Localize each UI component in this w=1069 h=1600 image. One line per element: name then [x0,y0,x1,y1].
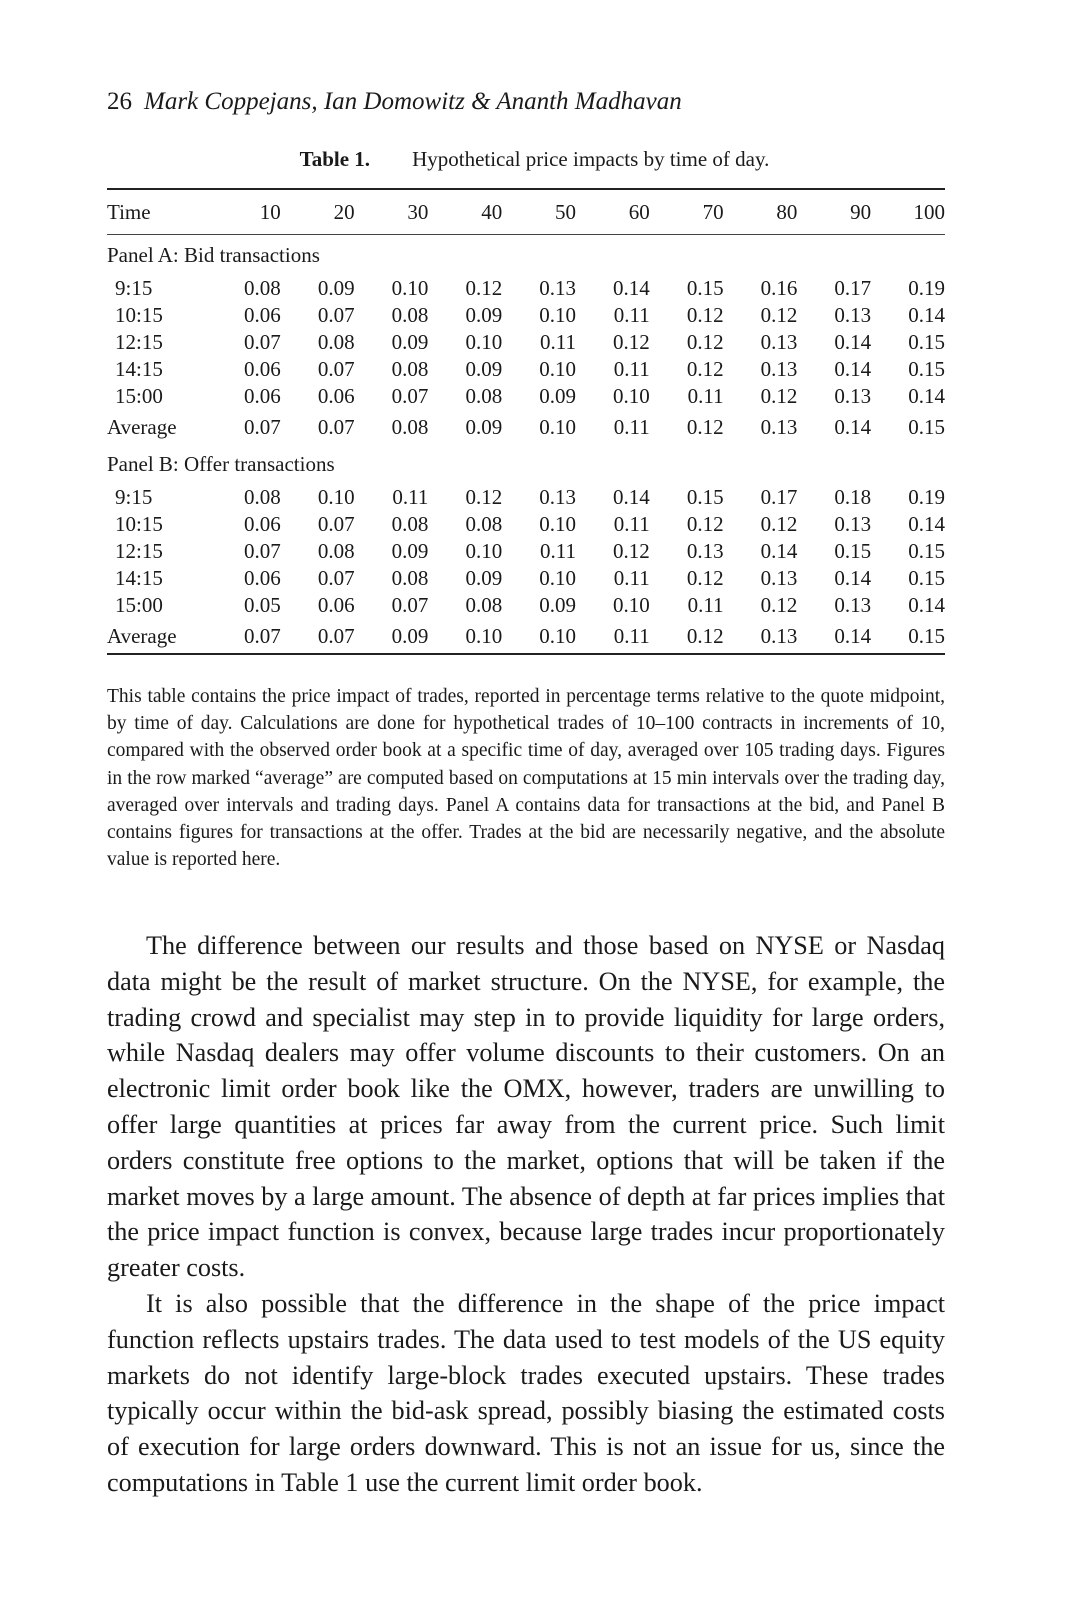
table-cell: 0.10 [613,384,650,408]
table-cell: 0.10 [317,485,355,509]
panel-title: Panel B: Offer transactions [107,452,335,476]
table-cell: 0.08 [317,539,355,563]
paragraph: It is also possible that the difference in the shape of the price impact function reflects upstairs trades. The data used to test models of the US equity markets do not identify large-block trades executed upstairs. These trades typically occur within the bid-ask spread, possibly biasing the estimated costs of execution for large orders downward. This is not an issue for us, since the computations in Table 1 use the current limit order book. [107,1288,945,1497]
table-cell: 0.12 [613,539,650,563]
table-cell: 0.12 [686,357,724,381]
table-cell: 0.13 [539,485,576,509]
table-cell: 0.06 [317,384,355,408]
row-time: 10:15 [115,512,163,536]
column-header: 10 [259,200,281,224]
column-header: 20 [333,200,355,224]
row-time: 9:15 [115,485,153,509]
average-cell: 0.09 [391,624,429,648]
average-cell: 0.14 [834,624,872,648]
table-title: Hypothetical price impacts by time of day. [412,147,770,171]
table-cell: 0.12 [760,384,798,408]
table-cell: 0.10 [539,566,576,590]
table-cell: 0.13 [834,303,872,327]
table-cell: 0.17 [760,485,798,509]
table-cell: 0.10 [539,303,576,327]
average-cell: 0.13 [760,624,798,648]
column-header: 100 [913,200,945,224]
table-cell: 0.12 [760,593,798,617]
panel-title-row [107,444,945,484]
average-cell: 0.07 [244,415,281,439]
table-cell: 0.07 [317,303,355,327]
row-time: 12:15 [115,539,163,563]
average-cell: 0.11 [613,415,650,439]
table-cell: 0.11 [392,485,429,509]
row-time: 10:15 [115,303,163,327]
average-cell: 0.15 [908,415,945,439]
table-cell: 0.08 [465,384,503,408]
table-cell: 0.08 [317,330,355,354]
table-cell: 0.12 [686,303,724,327]
average-row [107,410,945,444]
table-cell: 0.05 [244,593,281,617]
table-cell: 0.10 [613,593,650,617]
price-impact-table [107,188,945,655]
table-cell: 0.13 [834,593,872,617]
table-cell: 0.09 [465,566,503,590]
average-cell: 0.09 [465,415,503,439]
table-cell: 0.07 [244,330,281,354]
table-body [107,235,945,653]
table-cell: 0.10 [465,330,503,354]
table-cell: 0.12 [686,330,724,354]
table-cell: 0.18 [834,485,872,509]
average-cell: 0.10 [539,624,576,648]
table-row [107,511,945,538]
table-cell: 0.07 [244,539,281,563]
table-cell: 0.07 [317,566,355,590]
panel-title: Panel A: Bid transactions [107,243,320,267]
table-cell: 0.11 [613,303,650,327]
table-cell: 0.12 [686,512,724,536]
table-cell: 0.09 [465,303,503,327]
row-time: 15:00 [115,593,163,617]
average-cell: 0.08 [391,415,429,439]
average-label: Average [107,624,177,648]
row-time: 15:00 [115,384,163,408]
running-head [107,86,682,118]
table-cell: 0.19 [908,276,945,300]
table-cell: 0.14 [834,566,872,590]
table-row [107,484,945,511]
table-cell: 0.06 [244,384,281,408]
table-cell: 0.08 [244,276,281,300]
table-cell: 0.12 [465,485,503,509]
table-cell: 0.06 [244,303,281,327]
table-cell: 0.12 [613,330,650,354]
table-cell: 0.09 [391,330,429,354]
column-header: 90 [850,200,872,224]
table-cell: 0.11 [540,330,576,354]
table-cell: 0.12 [686,566,724,590]
table-row [107,538,945,565]
table-cell: 0.06 [244,357,281,381]
average-cell: 0.07 [317,624,355,648]
data-table [107,190,945,234]
table-row [107,592,945,619]
average-cell: 0.07 [244,624,281,648]
table-row [107,383,945,410]
table-cell: 0.15 [686,485,724,509]
table-cell: 0.08 [391,357,429,381]
table-cell: 0.13 [760,330,798,354]
table-bottom-rule [107,653,945,655]
table-cell: 0.11 [540,539,576,563]
table-cell: 0.07 [391,593,429,617]
table-cell: 0.06 [244,566,281,590]
table-caption [0,145,1069,173]
table-cell: 0.14 [908,512,945,536]
table-cell: 0.12 [760,303,798,327]
column-header-time: Time [107,200,151,224]
table-cell: 0.07 [391,384,429,408]
average-cell: 0.12 [686,624,724,648]
table-cell: 0.13 [760,566,798,590]
row-time: 12:15 [115,330,163,354]
table-row [107,329,945,356]
average-cell: 0.11 [613,624,650,648]
column-header: 60 [628,200,650,224]
average-cell: 0.15 [908,624,945,648]
table-cell: 0.13 [686,539,724,563]
table-row [107,356,945,383]
average-cell: 0.14 [834,415,872,439]
average-row [107,619,945,653]
table-cell: 0.15 [908,539,945,563]
table-cell: 0.07 [317,357,355,381]
table-cell: 0.14 [908,593,945,617]
table-cell: 0.14 [613,276,650,300]
table-cell: 0.07 [317,512,355,536]
table-cell: 0.09 [391,539,429,563]
table-cell: 0.08 [391,512,429,536]
table-label: Table 1. [299,147,371,171]
row-time: 9:15 [115,276,153,300]
table-cell: 0.12 [760,512,798,536]
table-cell: 0.11 [613,512,650,536]
table-header-row [107,190,945,234]
table-row [107,565,945,592]
column-header: 30 [407,200,429,224]
average-cell: 0.10 [465,624,503,648]
table-cell: 0.09 [539,384,576,408]
table-cell: 0.06 [317,593,355,617]
table-cell: 0.11 [613,357,650,381]
body-text [107,928,945,1501]
table-cell: 0.16 [760,276,798,300]
table-cell: 0.14 [834,357,872,381]
table-cell: 0.09 [317,276,355,300]
average-cell: 0.10 [539,415,576,439]
running-head-authors: Mark Coppejans, Ian Domowitz & Ananth Madhavan [144,88,682,115]
table-cell: 0.17 [834,276,872,300]
table-cell: 0.08 [465,593,503,617]
table-cell: 0.11 [687,384,724,408]
table-cell: 0.10 [391,276,429,300]
table-cell: 0.10 [539,357,576,381]
table-row [107,275,945,302]
table-cell: 0.13 [760,357,798,381]
table-cell: 0.14 [908,303,945,327]
table-cell: 0.11 [613,566,650,590]
table-cell: 0.14 [613,485,650,509]
average-cell: 0.07 [317,415,355,439]
row-time: 14:15 [115,566,163,590]
average-cell: 0.12 [686,415,724,439]
paragraph: The difference between our results and those based on NYSE or Nasdaq data might be the result of market structure. On the NYSE, for example, the trading crowd and specialist may step in to provide liquidity for large orders, while Nasdaq dealers may offer volume discounts to their customers. On an electronic limit order book like the OMX, however, traders are unwilling to offer large quantities at prices far away from the current price. Such limit orders constitute free options to the market, options that will be taken if the market moves by a large amount. The absence of depth at far prices implies that the price impact function is convex, because large trades incur proportionately greater costs. [107,931,945,1283]
table-cell: 0.09 [465,357,503,381]
page-number: 26 [107,88,132,115]
column-header: 70 [702,200,724,224]
table-cell: 0.06 [244,512,281,536]
table-cell: 0.11 [687,593,724,617]
table-row [107,302,945,329]
table-cell: 0.15 [834,539,872,563]
table-cell: 0.13 [539,276,576,300]
table-cell: 0.08 [391,566,429,590]
table-cell: 0.13 [834,384,872,408]
table-cell: 0.08 [465,512,503,536]
table-cell: 0.12 [465,276,503,300]
row-time: 14:15 [115,357,163,381]
table-cell: 0.14 [760,539,798,563]
table-cell: 0.10 [465,539,503,563]
data-table-body [107,235,945,653]
table-cell: 0.14 [834,330,872,354]
average-label: Average [107,415,177,439]
table-cell: 0.09 [539,593,576,617]
table-cell: 0.15 [908,357,945,381]
table-cell: 0.10 [539,512,576,536]
table-note: This table contains the price impact of trades, reported in percentage terms relative to the quote midpoint, by time of day. Calculations are done for hypothetical trades of 10–100 contracts in increments of 10, compared with the observed order book at a specific time of day, averaged over 105 trading days. Figures in the row marked “average” are computed based on computations at 15 min intervals over the trading day, averaged over intervals and trading days. Panel A contains data for transactions at the bid, and Panel B contains figures for transactions at the offer. Trades at the bid are necessarily negative, and the absolute value is reported here. [107,686,945,871]
column-header: 40 [481,200,503,224]
table-cell: 0.14 [908,384,945,408]
table-cell: 0.08 [391,303,429,327]
table-cell: 0.19 [908,485,945,509]
column-header: 50 [554,200,576,224]
table-cell: 0.15 [686,276,724,300]
panel-title-row [107,235,945,275]
average-cell: 0.13 [760,415,798,439]
table-cell: 0.15 [908,566,945,590]
table-cell: 0.08 [244,485,281,509]
table-cell: 0.15 [908,330,945,354]
column-header: 80 [776,200,798,224]
table-cell: 0.13 [834,512,872,536]
